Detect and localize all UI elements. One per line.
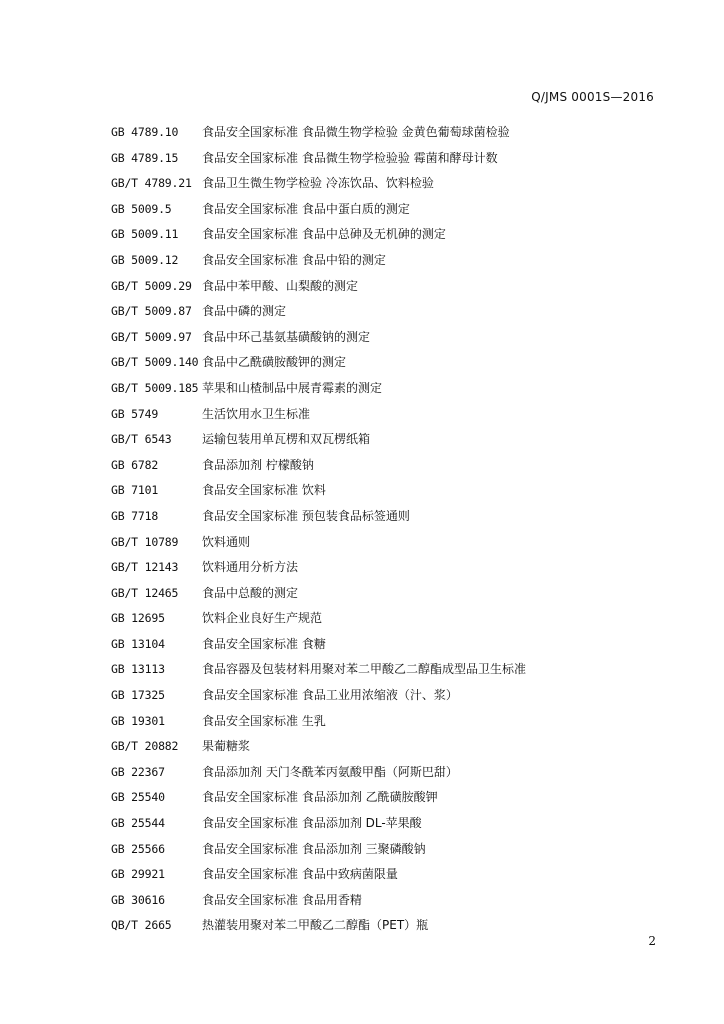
page-number: 2 bbox=[648, 934, 656, 948]
standard-title: 食品安全国家标准 食品中蛋白质的测定 bbox=[202, 201, 410, 216]
list-item bbox=[111, 787, 671, 813]
standard-title: 生活饮用水卫生标准 bbox=[202, 406, 311, 421]
standard-code: GB 12695 bbox=[111, 611, 165, 626]
standard-code: GB/T 20882 bbox=[111, 739, 179, 754]
standard-code: GB/T 5009.185 bbox=[111, 380, 199, 395]
standard-title: 热灌装用聚对苯二甲酸乙二醇酯（PET）瓶 bbox=[202, 918, 429, 933]
list-item bbox=[111, 915, 671, 941]
list-item bbox=[111, 685, 671, 711]
standard-title: 食品卫生微生物学检验 冷冻饮品、饮料检验 bbox=[202, 176, 434, 191]
standard-code: GB 17325 bbox=[111, 688, 165, 703]
standard-code: GB/T 5009.87 bbox=[111, 304, 192, 319]
list-item bbox=[111, 327, 671, 353]
list-item bbox=[111, 199, 671, 225]
standard-code: GB 25540 bbox=[111, 790, 165, 805]
list-item bbox=[111, 429, 671, 455]
standard-title: 食品中苯甲酸、山梨酸的测定 bbox=[202, 278, 359, 293]
standard-code: GB/T 5009.140 bbox=[111, 355, 199, 370]
standard-code: GB/T 12143 bbox=[111, 560, 179, 575]
standard-code: GB 29921 bbox=[111, 867, 165, 882]
standard-code: GB/T 5009.29 bbox=[111, 278, 192, 293]
list-item bbox=[111, 148, 671, 174]
list-item bbox=[111, 276, 671, 302]
list-item bbox=[111, 250, 671, 276]
document-code: Q/JMS 0001S—2016 bbox=[531, 90, 654, 104]
standard-title: 食品中磷的测定 bbox=[202, 304, 287, 319]
list-item bbox=[111, 813, 671, 839]
list-item bbox=[111, 762, 671, 788]
list-item bbox=[111, 173, 671, 199]
standard-title: 食品安全国家标准 饮料 bbox=[202, 483, 326, 498]
standard-code: GB 22367 bbox=[111, 764, 165, 779]
normative-references-list bbox=[111, 122, 671, 941]
list-item bbox=[111, 736, 671, 762]
standard-title: 食品中环己基氨基磺酸钠的测定 bbox=[202, 329, 371, 344]
list-item bbox=[111, 378, 671, 404]
standard-code: GB 4789.15 bbox=[111, 150, 179, 165]
list-item bbox=[111, 404, 671, 430]
standard-title: 食品安全国家标准 食品微生物学检验 金黄色葡萄球菌检验 bbox=[202, 125, 510, 139]
standard-code: GB/T 6543 bbox=[111, 432, 172, 447]
standard-title: 食品安全国家标准 食品添加剂 三聚磷酸钠 bbox=[202, 841, 426, 856]
list-item bbox=[111, 608, 671, 634]
standard-code: GB 13113 bbox=[111, 662, 165, 677]
standard-code: GB 7718 bbox=[111, 508, 159, 523]
standard-code: GB 5749 bbox=[111, 406, 159, 421]
standard-code: GB 5009.5 bbox=[111, 201, 172, 216]
standard-code: GB 5009.11 bbox=[111, 227, 179, 242]
standard-code: GB 5009.12 bbox=[111, 252, 179, 267]
standard-title: 食品安全国家标准 食品添加剂 DL-苹果酸 bbox=[202, 816, 422, 831]
standard-title: 食品安全国家标准 食品用香精 bbox=[202, 892, 362, 907]
standard-code: GB/T 5009.97 bbox=[111, 329, 192, 344]
standard-code: GB 4789.10 bbox=[111, 125, 179, 139]
list-item bbox=[111, 455, 671, 481]
standard-title: 饮料企业良好生产规范 bbox=[202, 611, 323, 626]
standard-title: 食品安全国家标准 食品中总砷及无机砷的测定 bbox=[202, 227, 446, 242]
standard-title: 食品中总酸的测定 bbox=[202, 585, 299, 600]
list-item bbox=[111, 583, 671, 609]
standard-code: QB/T 2665 bbox=[111, 918, 172, 933]
standard-title: 食品安全国家标准 食品中铅的测定 bbox=[202, 252, 386, 267]
standard-title: 饮料通用分析方法 bbox=[202, 560, 299, 575]
standard-code: GB/T 4789.21 bbox=[111, 176, 192, 191]
list-item bbox=[111, 301, 671, 327]
standard-code: GB 30616 bbox=[111, 892, 165, 907]
list-item bbox=[111, 634, 671, 660]
standard-code: GB/T 12465 bbox=[111, 585, 179, 600]
standard-title: 食品安全国家标准 食品工业用浓缩液（汁、浆） bbox=[202, 688, 458, 703]
list-item bbox=[111, 224, 671, 250]
list-item bbox=[111, 864, 671, 890]
standard-title: 饮料通则 bbox=[202, 534, 251, 549]
standard-code: GB 25544 bbox=[111, 816, 165, 831]
standard-title: 食品容器及包装材料用聚对苯二甲酸乙二醇酯成型品卫生标准 bbox=[202, 662, 527, 677]
list-item bbox=[111, 480, 671, 506]
list-item bbox=[111, 659, 671, 685]
standard-title: 食品中乙酰磺胺酸钾的测定 bbox=[202, 355, 347, 370]
standard-title: 食品安全国家标准 预包装食品标签通则 bbox=[202, 508, 410, 523]
standard-code: GB 7101 bbox=[111, 483, 159, 498]
list-item bbox=[111, 839, 671, 865]
standard-code: GB/T 10789 bbox=[111, 534, 179, 549]
standard-title: 食品安全国家标准 食品添加剂 乙酰磺胺酸钾 bbox=[202, 790, 438, 805]
standard-code: GB 6782 bbox=[111, 457, 159, 472]
list-item bbox=[111, 122, 671, 148]
list-item bbox=[111, 557, 671, 583]
list-item bbox=[111, 890, 671, 916]
standard-code: GB 13104 bbox=[111, 636, 165, 651]
standard-title: 食品添加剂 天门冬酰苯丙氨酸甲酯（阿斯巴甜） bbox=[202, 764, 458, 779]
standard-title: 食品添加剂 柠檬酸钠 bbox=[202, 457, 314, 472]
standard-title: 苹果和山楂制品中展青霉素的测定 bbox=[202, 380, 383, 395]
list-item bbox=[111, 711, 671, 737]
standard-title: 食品安全国家标准 食品中致病菌限量 bbox=[202, 867, 398, 882]
list-item bbox=[111, 506, 671, 532]
list-item bbox=[111, 532, 671, 558]
standard-title: 运输包装用单瓦楞和双瓦楞纸箱 bbox=[202, 432, 371, 447]
standard-code: GB 19301 bbox=[111, 713, 165, 728]
standard-title: 食品安全国家标准 生乳 bbox=[202, 713, 326, 728]
list-item bbox=[111, 352, 671, 378]
standard-title: 食品安全国家标准 食糖 bbox=[202, 636, 326, 651]
standard-title: 食品安全国家标准 食品微生物学检验验 霉菌和酵母计数 bbox=[202, 150, 498, 165]
standard-code: GB 25566 bbox=[111, 841, 165, 856]
standard-title: 果葡糖浆 bbox=[202, 739, 251, 754]
